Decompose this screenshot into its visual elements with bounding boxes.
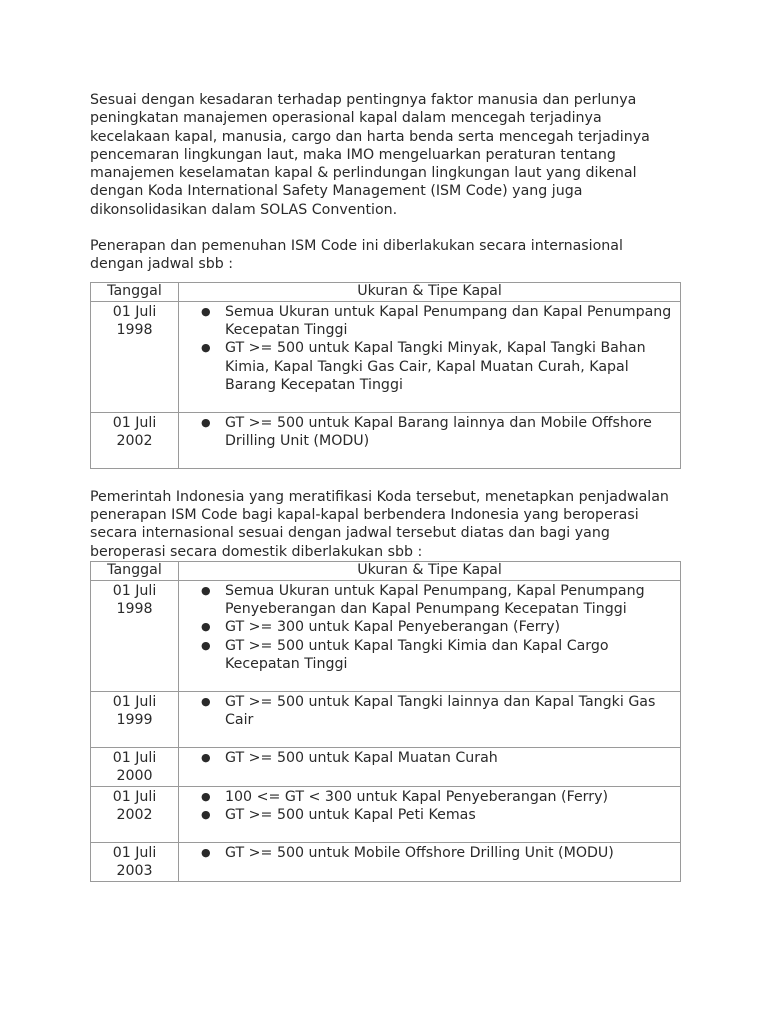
list-item: ● GT >= 500 untuk Kapal Tangki Kimia dan Kapal Cargo Kecepatan Tinggi xyxy=(201,637,609,673)
international-schedule-table xyxy=(90,282,681,469)
bullet-icon: ● xyxy=(201,789,211,803)
list-item: ● Semua Ukuran untuk Kapal Penumpang dan Kapal Penumpang Kecepatan Tinggi xyxy=(201,303,672,338)
table-row xyxy=(91,842,681,881)
list-item: ● GT >= 300 untuk Kapal Penyeberangan (Ferry) xyxy=(201,619,561,636)
ship-type-cell xyxy=(179,786,681,842)
date-cell: 01 Juli 2002 xyxy=(91,412,179,468)
bullet-list xyxy=(179,413,680,451)
intro-paragraph: Sesuai dengan kesadaran terhadap pentingnya faktor manusia dan perlunya peningkatan manajemen operasional kapal dalam mencegah terjadinya kecelakaan kapal, manusia, cargo dan harta benda serta mencegah terjadinya pencemaran lingkungan laut, maka IMO mengeluarkan peraturan tentang manajemen keselamatan kapal & perlindungan lingkungan laut yang dikenal dengan Koda International Safety Management (ISM Code) yang juga dikonsolidasikan dalam SOLAS Convention. xyxy=(90,92,650,218)
date-cell: 01 Juli 1998 xyxy=(91,301,179,412)
header-date: Tanggal xyxy=(91,282,179,301)
list-item: ● GT >= 500 untuk Mobile Offshore Drilling Unit (MODU) xyxy=(201,844,614,861)
list-item: ● GT >= 500 untuk Kapal Peti Kemas xyxy=(201,807,476,824)
date-cell: 01 Juli 1998 xyxy=(91,580,179,691)
ship-type-cell xyxy=(179,842,681,881)
table-header-row xyxy=(91,561,681,580)
bullet-icon: ● xyxy=(201,620,211,634)
list-item: ● GT >= 500 untuk Kapal Muatan Curah xyxy=(201,749,498,766)
ship-type-cell xyxy=(179,580,681,691)
bullet-list xyxy=(179,843,680,862)
bullet-icon: ● xyxy=(201,808,211,822)
date-cell: 01 Juli 2000 xyxy=(91,747,179,786)
national-schedule-paragraph: Pemerintah Indonesia yang meratifikasi Koda tersebut, menetapkan penjadwalan penerapan ISM Code bagi kapal-kapal berbendera Indonesia yang beroperasi secara internasional sesuai dengan jadwal tersebut diatas dan bagi yang beroperasi secara domestik diberlakukan sbb : xyxy=(90,488,669,560)
table-row xyxy=(91,691,681,747)
table-row xyxy=(91,747,681,786)
table-header-row xyxy=(91,282,681,301)
bullet-icon: ● xyxy=(201,415,211,429)
bullet-icon: ● xyxy=(201,845,211,859)
bullet-list xyxy=(179,692,680,730)
bullet-list xyxy=(179,581,680,673)
bullet-icon: ● xyxy=(201,341,211,355)
date-cell: 01 Juli 2002 xyxy=(91,786,179,842)
header-ship-type: Ukuran & Tipe Kapal xyxy=(179,282,681,301)
bullet-icon: ● xyxy=(201,638,211,652)
bullet-list xyxy=(179,302,680,394)
bullet-icon: ● xyxy=(201,304,211,318)
document-page xyxy=(90,91,680,882)
list-item: ● 100 <= GT < 300 untuk Kapal Penyeberangan (Ferry) xyxy=(201,788,609,805)
bullet-icon: ● xyxy=(201,694,211,708)
bullet-list xyxy=(179,787,680,825)
date-cell: 01 Juli 2003 xyxy=(91,842,179,881)
bullet-icon: ● xyxy=(201,583,211,597)
table-row xyxy=(91,580,681,691)
ship-type-cell xyxy=(179,301,681,412)
header-ship-type: Ukuran & Tipe Kapal xyxy=(179,561,681,580)
table-row xyxy=(91,786,681,842)
date-cell: 01 Juli 1999 xyxy=(91,691,179,747)
list-item: ● GT >= 500 untuk Kapal Tangki Minyak, Kapal Tangki Bahan Kimia, Kapal Tangki Gas Cair, Kapal Muatan Curah, Kapal Barang Kecepatan Tinggi xyxy=(201,340,646,393)
bullet-icon: ● xyxy=(201,750,211,764)
domestic-schedule-table xyxy=(90,561,681,882)
bullet-list xyxy=(179,748,680,767)
list-item: ● GT >= 500 untuk Kapal Tangki lainnya dan Kapal Tangki Gas Cair xyxy=(201,693,656,729)
list-item: ● GT >= 500 untuk Kapal Barang lainnya dan Mobile Offshore Drilling Unit (MODU) xyxy=(201,414,652,449)
ship-type-cell xyxy=(179,747,681,786)
schedule-intro-paragraph: Penerapan dan pemenuhan ISM Code ini diberlakukan secara internasional dengan jadwal sbb : xyxy=(90,238,623,273)
header-date: Tanggal xyxy=(91,561,179,580)
ship-type-cell xyxy=(179,691,681,747)
table-row xyxy=(91,301,681,412)
table-row xyxy=(91,412,681,468)
list-item: ● Semua Ukuran untuk Kapal Penumpang, Kapal Penumpang Penyeberangan dan Kapal Penumpang Kecepatan Tinggi xyxy=(201,582,645,618)
ship-type-cell xyxy=(179,412,681,468)
